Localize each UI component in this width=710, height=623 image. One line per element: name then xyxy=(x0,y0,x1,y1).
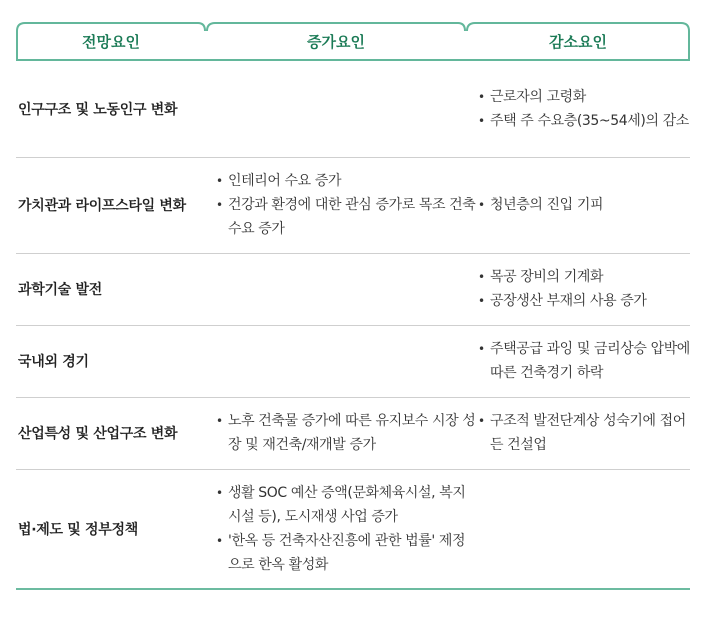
decrease-list xyxy=(476,337,690,385)
header-tab-decrease xyxy=(466,22,690,60)
decrease-list-item: • 청년층의 진입 기피 xyxy=(478,193,690,217)
increase-cell xyxy=(214,325,476,397)
table-row xyxy=(16,157,690,253)
increase-list-item: • 노후 건축물 증가에 따른 유지보수 시장 성장 및 재건축/재개발 증가 xyxy=(216,409,476,457)
decrease-list xyxy=(476,85,690,133)
factors-table xyxy=(16,61,690,590)
increase-list-item: • 인테리어 수요 증가 xyxy=(216,169,476,193)
decrease-list-item: • 구조적 발전단계상 성숙기에 접어든 건설업 xyxy=(478,409,690,457)
increase-list-item: • 생활 SOC 예산 증액(문화체육시설, 복지시설 등), 도시재생 사업 증가 xyxy=(216,481,476,529)
table-row xyxy=(16,397,690,469)
factor-cell: 산업특성 및 산업구조 변화 xyxy=(16,397,214,469)
table-row xyxy=(16,469,690,589)
factor-cell: 가치관과 라이프스타일 변화 xyxy=(16,157,214,253)
header-label-decrease: 감소요인 xyxy=(549,32,607,51)
decrease-list-item: • 목공 장비의 기계화 xyxy=(478,265,690,289)
decrease-cell xyxy=(476,157,690,253)
factor-cell: 법·제도 및 정부정책 xyxy=(16,469,214,589)
increase-cell xyxy=(214,253,476,325)
header-label-factor: 전망요인 xyxy=(82,32,140,51)
decrease-cell xyxy=(476,469,690,589)
table-row xyxy=(16,325,690,397)
decrease-cell xyxy=(476,61,690,157)
decrease-list-item: • 주택공급 과잉 및 금리상승 압박에 따른 건축경기 하락 xyxy=(478,337,690,385)
increase-list xyxy=(214,169,476,241)
increase-list xyxy=(214,409,476,457)
header-tab-factor xyxy=(16,22,206,60)
factor-cell: 인구구조 및 노동인구 변화 xyxy=(16,61,214,157)
decrease-list xyxy=(476,193,690,217)
decrease-list-item: • 근로자의 고령화 xyxy=(478,85,690,109)
decrease-list-item: • 공장생산 부재의 사용 증가 xyxy=(478,289,690,313)
increase-cell xyxy=(214,469,476,589)
increase-cell xyxy=(214,157,476,253)
header-tab-increase xyxy=(206,22,466,60)
table-row xyxy=(16,61,690,157)
increase-list-item: • 건강과 환경에 대한 관심 증가로 목조 건축 수요 증가 xyxy=(216,193,476,241)
increase-list xyxy=(214,481,476,577)
increase-cell xyxy=(214,397,476,469)
factor-cell: 과학기술 발전 xyxy=(16,253,214,325)
factors-table-body xyxy=(16,61,690,589)
decrease-list-item: • 주택 주 수요층(35~54세)의 감소 xyxy=(478,109,690,133)
table-row xyxy=(16,253,690,325)
decrease-list xyxy=(476,265,690,313)
decrease-list xyxy=(476,409,690,457)
increase-list-item: • '한옥 등 건축자산진흥에 관한 법률' 제정으로 한옥 활성화 xyxy=(216,529,476,577)
header-label-increase: 증가요인 xyxy=(307,32,365,51)
factor-cell: 국내외 경기 xyxy=(16,325,214,397)
increase-cell xyxy=(214,61,476,157)
decrease-cell xyxy=(476,397,690,469)
decrease-cell xyxy=(476,253,690,325)
decrease-cell xyxy=(476,325,690,397)
table-header xyxy=(16,22,690,60)
